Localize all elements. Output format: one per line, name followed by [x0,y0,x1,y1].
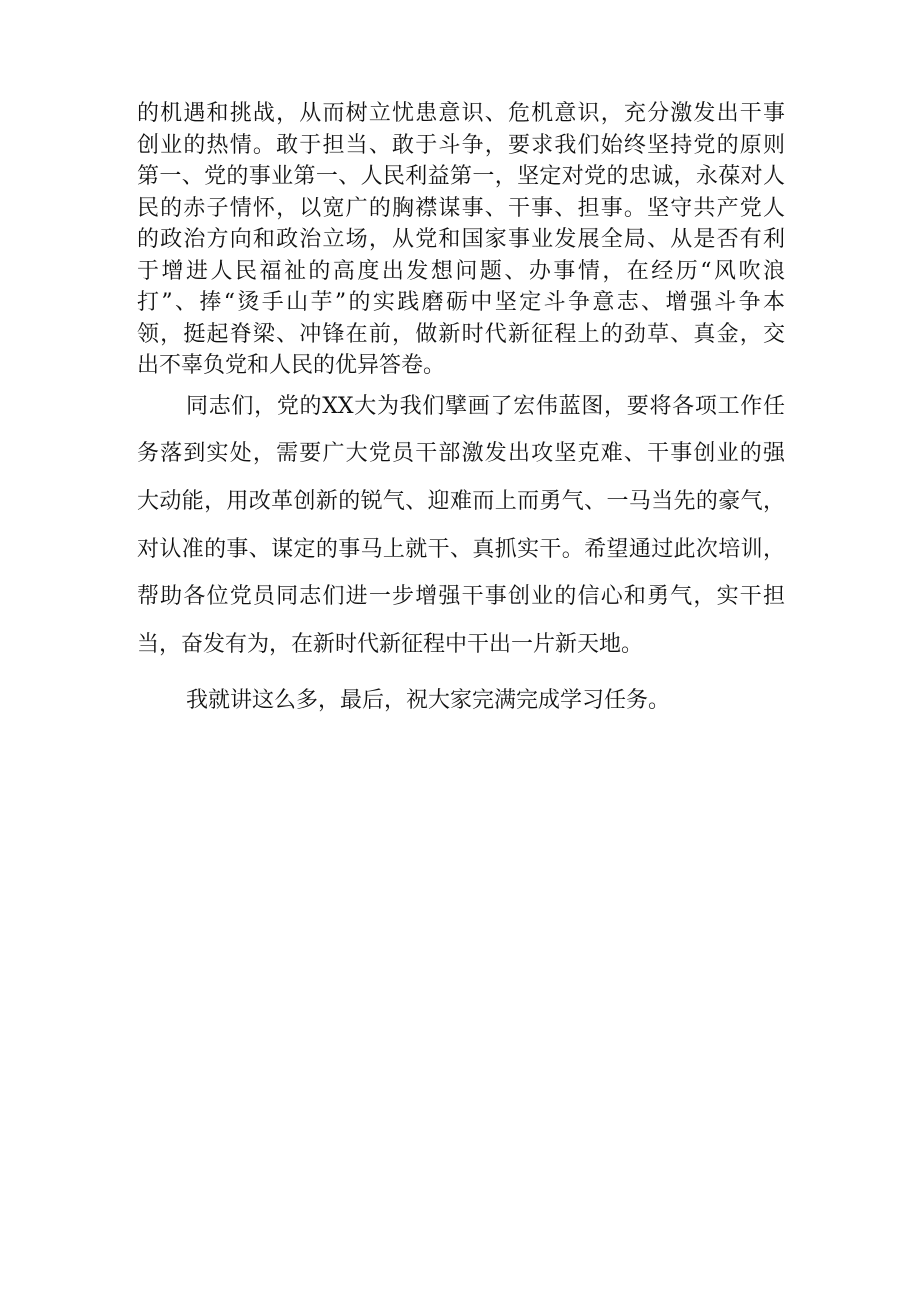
closing-paragraph: 我就讲这么多，最后，祝大家完满完成学习任务。 [186,688,671,713]
paragraph-2-line: 大动能，用改革创新的锐气、迎难而上而勇气、一马当先的豪气， [137,489,785,514]
paragraph-1-line: 第一、党的事业第一、人民利益第一，坚定对党的忠诚，永葆对人 [137,164,785,189]
paragraph-1-line: 于增进人民福祉的高度出发想问题、办事情，在经历“风吹浪 [137,259,785,284]
paragraph-2-line: 当，奋发有为，在新时代新征程中干出一片新天地。 [137,632,644,657]
paragraph-2-line: 同志们，党的XX大为我们擘画了宏伟蓝图，要将各项工作任 [186,394,785,419]
paragraph-1-line: 民的赤子情怀，以宽广的胸襟谋事、干事、担事。坚守共产党人 [137,196,785,221]
paragraph-1-line: 创业的热情。敢于担当、敢于斗争，要求我们始终坚持党的原则 [137,133,785,158]
paragraph-1-line: 的政治方向和政治立场，从党和国家事业发展全局、从是否有利 [137,227,785,252]
paragraph-2-line: 对认准的事、谋定的事马上就干、真抓实干。希望通过此次培训， [137,537,785,562]
paragraph-1-line: 的机遇和挑战，从而树立忧患意识、危机意识，充分激发出干事 [137,101,785,126]
paragraph-1-line: 领，挺起脊梁、冲锋在前，做新时代新征程上的劲草、真金，交 [137,322,785,347]
paragraph-1-line: 打”、捧“烫手山芋”的实践磨砺中坚定斗争意志、增强斗争本 [137,290,785,315]
paragraph-1-line: 出不辜负党和人民的优异答卷。 [137,353,446,378]
paragraph-2-line: 务落到实处，需要广大党员干部激发出攻坚克难、干事创业的强 [137,441,785,466]
paragraph-2-line: 帮助各位党员同志们进一步增强干事创业的信心和勇气，实干担 [137,584,785,609]
